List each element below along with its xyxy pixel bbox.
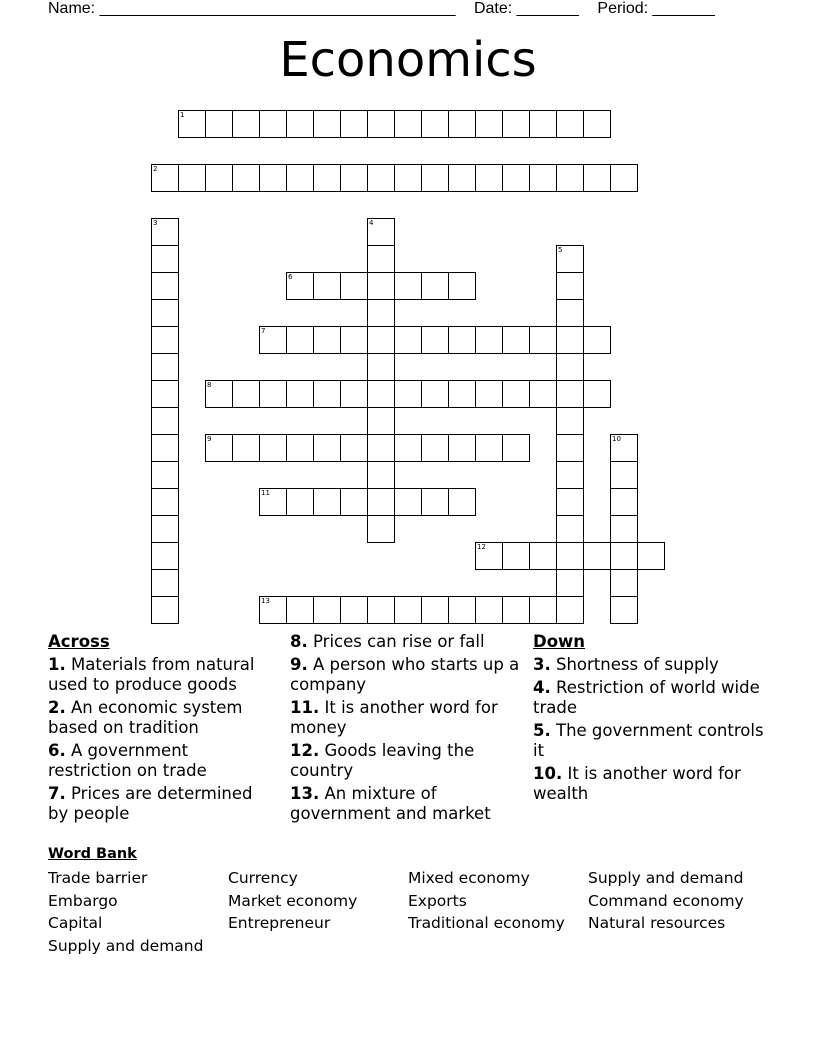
grid-cell[interactable] [583,326,611,354]
clue-text: A person who starts up a company [290,655,520,694]
grid-cell[interactable] [394,272,422,300]
grid-cell[interactable] [394,326,422,354]
clue-number-8: 8 [207,381,212,389]
clue-text: It is another word for money [290,698,498,737]
grid-cell[interactable] [502,434,530,462]
clue-number: 10. [533,764,563,783]
word-bank-item: Market economy [228,891,358,910]
word-bank-item: Entrepreneur [228,914,331,932]
grid-cell[interactable] [232,380,260,408]
clue-number: 6. [48,741,66,760]
word-bank-item: Mixed economy [408,869,530,887]
clue-number-13: 13 [261,597,270,605]
grid-cell[interactable] [367,110,395,138]
grid-cell[interactable] [475,380,503,408]
grid-cell[interactable] [448,380,476,408]
grid-cell[interactable] [151,515,179,543]
grid-cell[interactable] [475,596,503,624]
across-clue [290,632,522,652]
grid-cell[interactable] [502,596,530,624]
grid-cell[interactable] [340,488,368,516]
clue-text: An mixture of government and market [290,784,491,823]
clue-number-5: 5 [558,246,563,254]
grid-cell[interactable] [259,164,287,192]
grid-cell[interactable] [340,434,368,462]
grid-cell[interactable] [259,110,287,138]
clue-number-9: 9 [207,435,212,443]
across-heading: Across [48,632,110,651]
grid-cell[interactable] [394,110,422,138]
grid-cell[interactable] [421,110,449,138]
grid-cell[interactable] [313,164,341,192]
grid-cell[interactable] [502,326,530,354]
grid-cell[interactable] [610,488,638,516]
period-field[interactable]: Period: _______ [597,0,715,17]
word-bank-item: Traditional economy [408,914,565,932]
grid-cell[interactable] [556,569,584,597]
across-clue [48,698,273,738]
page-title: Economics [279,32,537,88]
grid-cell[interactable] [421,380,449,408]
word-bank-item: Supply and demand [588,869,744,887]
grid-cell[interactable] [394,380,422,408]
grid-cell[interactable] [475,164,503,192]
grid-cell[interactable] [340,110,368,138]
grid-cell[interactable] [313,488,341,516]
grid-cell[interactable] [340,272,368,300]
clue-number: 13. [290,784,320,803]
across-clue [290,741,522,781]
clue-text: Shortness of supply [556,655,719,674]
grid-cell[interactable] [421,434,449,462]
clue-number-10: 10 [612,435,621,443]
down-clue [533,721,768,761]
word-bank-item: Trade barrier [48,869,148,887]
clue-number: 9. [290,655,308,674]
clue-number: 4. [533,678,551,697]
grid-cell[interactable] [151,569,179,597]
grid-cell[interactable] [610,515,638,543]
clue-number: 12. [290,741,320,760]
grid-cell[interactable] [610,542,638,570]
date-field[interactable]: Date: _______ [473,0,579,17]
grid-cell[interactable] [205,164,233,192]
grid-cell[interactable] [610,569,638,597]
grid-cell[interactable] [313,326,341,354]
grid-cell[interactable] [421,488,449,516]
clue-number: 8. [290,632,308,651]
grid-cell[interactable] [367,380,395,408]
grid-cell[interactable] [151,245,179,273]
grid-cell[interactable] [529,326,557,354]
grid-cell[interactable] [529,164,557,192]
grid-cell[interactable] [529,110,557,138]
clue-text: Goods leaving the country [290,741,475,780]
grid-cell[interactable] [259,380,287,408]
grid-cell[interactable] [448,488,476,516]
clue-text: Materials from natural used to produce goods [48,655,255,694]
down-clue [533,678,768,718]
grid-cell[interactable] [448,596,476,624]
word-bank-item: Supply and demand [48,936,204,955]
grid-cell[interactable] [556,542,584,570]
grid-cell[interactable] [151,407,179,435]
across-clue [290,698,522,738]
grid-cell[interactable] [313,380,341,408]
grid-cell[interactable] [394,488,422,516]
grid-cell[interactable] [556,461,584,489]
grid-cell[interactable] [421,596,449,624]
grid-cell[interactable] [151,353,179,381]
grid-cell[interactable] [583,542,611,570]
grid-cell[interactable] [529,380,557,408]
name-field[interactable]: Name: ________________________________________ [48,0,456,17]
grid-cell[interactable] [448,272,476,300]
grid-cell[interactable] [286,596,314,624]
grid-cell[interactable] [556,434,584,462]
across-clue [48,655,273,695]
grid-cell[interactable] [502,380,530,408]
grid-cell[interactable] [556,272,584,300]
grid-cell[interactable] [151,434,179,462]
grid-cell[interactable] [367,515,395,543]
grid-cell[interactable] [502,110,530,138]
grid-cell[interactable] [259,434,287,462]
word-bank [48,867,768,957]
word-bank-title: Word Bank [48,846,137,862]
grid-cell[interactable] [367,299,395,327]
clue-number-1: 1 [180,111,185,119]
grid-cell[interactable] [448,164,476,192]
across-clues-column-1 [48,632,273,827]
grid-cell[interactable] [151,326,179,354]
grid-cell[interactable] [367,596,395,624]
grid-cell[interactable] [529,596,557,624]
grid-cell[interactable] [151,542,179,570]
across-clue [48,741,273,781]
grid-cell[interactable] [313,596,341,624]
grid-cell[interactable] [610,164,638,192]
grid-cell[interactable] [556,326,584,354]
grid-cell[interactable] [502,542,530,570]
clue-text: Restriction of world wide trade [533,678,760,717]
clue-number: 1. [48,655,66,674]
grid-cell[interactable] [556,380,584,408]
grid-cell[interactable] [556,164,584,192]
grid-cell[interactable] [151,488,179,516]
across-clue [290,655,522,695]
grid-cell[interactable] [313,272,341,300]
grid-cell[interactable] [448,326,476,354]
grid-cell[interactable] [556,299,584,327]
grid-cell[interactable] [367,461,395,489]
grid-cell[interactable] [367,407,395,435]
grid-cell[interactable] [367,245,395,273]
grid-cell[interactable] [556,110,584,138]
clue-number-12: 12 [477,543,486,551]
grid-cell[interactable] [475,434,503,462]
grid-cell[interactable] [556,353,584,381]
grid-cell[interactable] [286,434,314,462]
grid-cell[interactable] [151,596,179,624]
grid-cell[interactable] [340,380,368,408]
grid-cell[interactable] [475,326,503,354]
grid-cell[interactable] [313,110,341,138]
grid-cell[interactable] [367,434,395,462]
down-clue [533,764,768,804]
grid-cell[interactable] [556,596,584,624]
clue-number-6: 6 [288,273,293,281]
grid-cell[interactable] [151,272,179,300]
clue-number: 5. [533,721,551,740]
grid-cell[interactable] [448,434,476,462]
grid-cell[interactable] [637,542,665,570]
word-bank-item: Natural resources [588,914,726,932]
grid-cell[interactable] [232,110,260,138]
word-bank-item: Currency [228,869,298,887]
grid-cell[interactable] [556,488,584,516]
grid-cell[interactable] [286,380,314,408]
grid-cell[interactable] [394,434,422,462]
grid-cell[interactable] [205,110,233,138]
clue-number: 2. [48,698,66,717]
grid-cell[interactable] [367,326,395,354]
grid-cell[interactable] [340,164,368,192]
clue-text: A government restriction on trade [48,741,207,780]
grid-cell[interactable] [367,164,395,192]
grid-cell[interactable] [394,164,422,192]
grid-cell[interactable] [421,164,449,192]
grid-cell[interactable] [556,515,584,543]
grid-cell[interactable] [583,164,611,192]
grid-cell[interactable] [313,434,341,462]
clue-text: The government controls it [533,721,764,760]
clue-number-3: 3 [153,219,158,227]
clue-text: An economic system based on tradition [48,698,243,737]
grid-cell[interactable] [340,326,368,354]
grid-cell[interactable] [151,461,179,489]
clue-text: Prices can rise or fall [313,632,485,651]
grid-cell[interactable] [583,110,611,138]
down-clues-column [533,632,768,807]
grid-cell[interactable] [367,353,395,381]
clue-text: It is another word for wealth [533,764,741,803]
across-clue [290,784,522,824]
grid-cell[interactable] [502,164,530,192]
grid-cell[interactable] [394,596,422,624]
grid-cell[interactable] [556,407,584,435]
word-bank-item: Capital [48,914,103,932]
grid-cell[interactable] [367,488,395,516]
clue-number: 7. [48,784,66,803]
clue-number-2: 2 [153,165,158,173]
grid-cell[interactable] [286,488,314,516]
clue-number-11: 11 [261,489,270,497]
grid-cell[interactable] [286,164,314,192]
clue-number-7: 7 [261,327,266,335]
grid-cell[interactable] [421,272,449,300]
word-bank-item: Exports [408,891,467,910]
grid-cell[interactable] [529,542,557,570]
grid-cell[interactable] [448,110,476,138]
word-bank-item: Command economy [588,891,744,910]
down-heading: Down [533,632,586,651]
clue-text: Prices are determined by people [48,784,253,823]
across-clue [48,784,273,824]
grid-cell[interactable] [286,326,314,354]
grid-cell[interactable] [583,380,611,408]
down-clue [533,655,768,675]
grid-cell[interactable] [178,164,206,192]
grid-cell[interactable] [367,272,395,300]
clue-number: 3. [533,655,551,674]
grid-cell[interactable] [421,326,449,354]
grid-cell[interactable] [151,380,179,408]
grid-cell[interactable] [286,110,314,138]
clue-number-4: 4 [369,219,374,227]
grid-cell[interactable] [475,110,503,138]
grid-cell[interactable] [340,596,368,624]
grid-cell[interactable] [151,299,179,327]
clue-number: 11. [290,698,320,717]
grid-cell[interactable] [232,164,260,192]
across-clues-column-2 [290,632,522,827]
word-bank-item: Embargo [48,891,118,910]
grid-cell[interactable] [232,434,260,462]
grid-cell[interactable] [610,596,638,624]
grid-cell[interactable] [610,461,638,489]
